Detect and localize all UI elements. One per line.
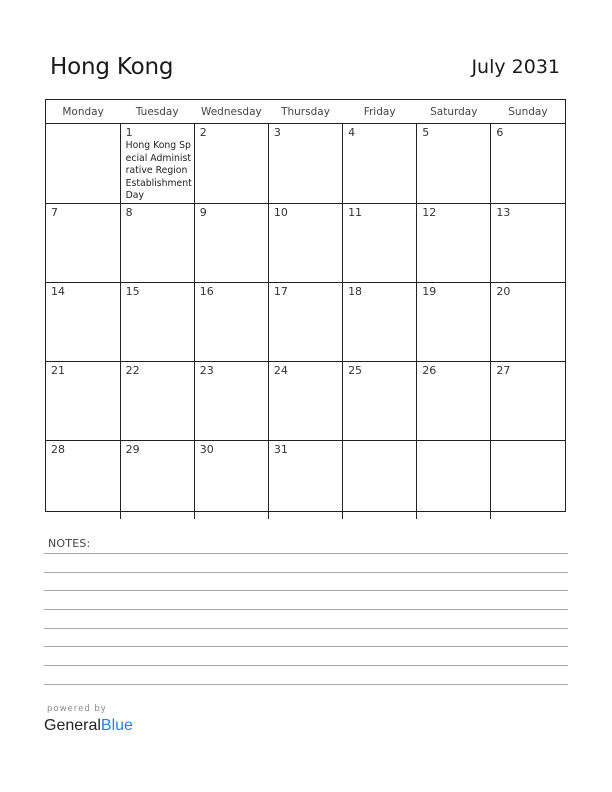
week-row (46, 124, 565, 204)
day-cell (120, 124, 194, 204)
day-cell (194, 441, 268, 520)
note-line (44, 609, 568, 610)
brand-blue: Blue (100, 717, 133, 734)
weekday-header-row (46, 100, 565, 124)
day-cell (46, 283, 120, 362)
day-cell (417, 124, 491, 204)
calendar-grid (45, 99, 566, 512)
day-cell (343, 283, 417, 362)
day-number: 2 (199, 126, 207, 139)
day-cell (120, 283, 194, 362)
day-number: 5 (422, 126, 430, 139)
day-number: 18 (348, 285, 363, 298)
day-number: 16 (199, 285, 214, 298)
note-line (44, 590, 568, 591)
day-number: 13 (496, 206, 511, 219)
notes-label: NOTES: (48, 537, 91, 550)
day-number: 22 (125, 364, 140, 377)
day-number: 30 (199, 443, 214, 456)
day-number: 9 (199, 206, 207, 219)
day-number: 3 (273, 126, 281, 139)
day-number: 11 (348, 206, 363, 219)
note-line (44, 553, 568, 554)
weekday-header: Tuesday (120, 100, 194, 124)
note-line (44, 646, 568, 647)
day-number: 28 (51, 443, 65, 456)
day-cell (120, 362, 194, 441)
day-cell (343, 204, 417, 283)
day-cell (491, 204, 565, 283)
day-cell (46, 124, 120, 204)
day-number: 23 (199, 364, 214, 377)
day-cell (46, 441, 120, 520)
day-number: 8 (125, 206, 133, 219)
weekday-header: Wednesday (194, 100, 268, 124)
day-cell (417, 441, 491, 520)
day-cell (417, 362, 491, 441)
day-cell (194, 204, 268, 283)
weekday-header: Friday (343, 100, 417, 124)
day-number: 26 (422, 364, 437, 377)
weekday-header: Saturday (417, 100, 491, 124)
day-number: 27 (496, 364, 511, 377)
note-line (44, 665, 568, 666)
day-cell (46, 362, 120, 441)
week-row (46, 441, 565, 520)
day-number: 12 (422, 206, 437, 219)
powered-by-text: powered by (47, 704, 107, 714)
day-cell (268, 283, 342, 362)
day-cell (268, 204, 342, 283)
day-cell (343, 441, 417, 520)
day-cell (194, 124, 268, 204)
day-cell (194, 362, 268, 441)
day-cell (491, 362, 565, 441)
day-number: 17 (273, 285, 288, 298)
day-number: 20 (496, 285, 511, 298)
day-cell (46, 204, 120, 283)
note-line (44, 572, 568, 573)
day-number: 14 (51, 285, 65, 298)
week-row (46, 204, 565, 283)
generalblue-logo[interactable] (44, 717, 133, 735)
day-number: 1 (125, 126, 133, 139)
day-number: 15 (125, 285, 140, 298)
day-cell (491, 283, 565, 362)
day-number: 24 (273, 364, 288, 377)
day-cell (417, 204, 491, 283)
page-title: Hong Kong (50, 54, 174, 80)
day-cell (491, 441, 565, 520)
day-number: 31 (273, 443, 288, 456)
brand-general: General (44, 717, 101, 734)
day-cell (343, 124, 417, 204)
day-cell (417, 283, 491, 362)
day-cell (120, 204, 194, 283)
week-row (46, 283, 565, 362)
day-number: 29 (125, 443, 140, 456)
weekday-header: Monday (46, 100, 120, 124)
holiday-event: Hong Kong Special Administrative Region Establishment Day (125, 140, 192, 201)
weekday-header: Sunday (491, 100, 565, 124)
day-cell (194, 283, 268, 362)
day-cell (491, 124, 565, 204)
day-cell (268, 124, 342, 204)
weekday-header: Thursday (268, 100, 342, 124)
day-number: 4 (348, 126, 356, 139)
day-number: 19 (422, 285, 437, 298)
day-cell (120, 441, 194, 520)
month-label: July 2031 (471, 56, 560, 78)
day-number: 25 (348, 364, 363, 377)
day-cell (268, 441, 342, 520)
day-cell (268, 362, 342, 441)
day-number: 7 (51, 206, 58, 219)
day-number: 10 (273, 206, 288, 219)
day-number: 21 (51, 364, 65, 377)
note-line (44, 684, 568, 685)
day-number: 6 (496, 126, 504, 139)
note-line (44, 628, 568, 629)
day-cell (343, 362, 417, 441)
week-row (46, 362, 565, 441)
